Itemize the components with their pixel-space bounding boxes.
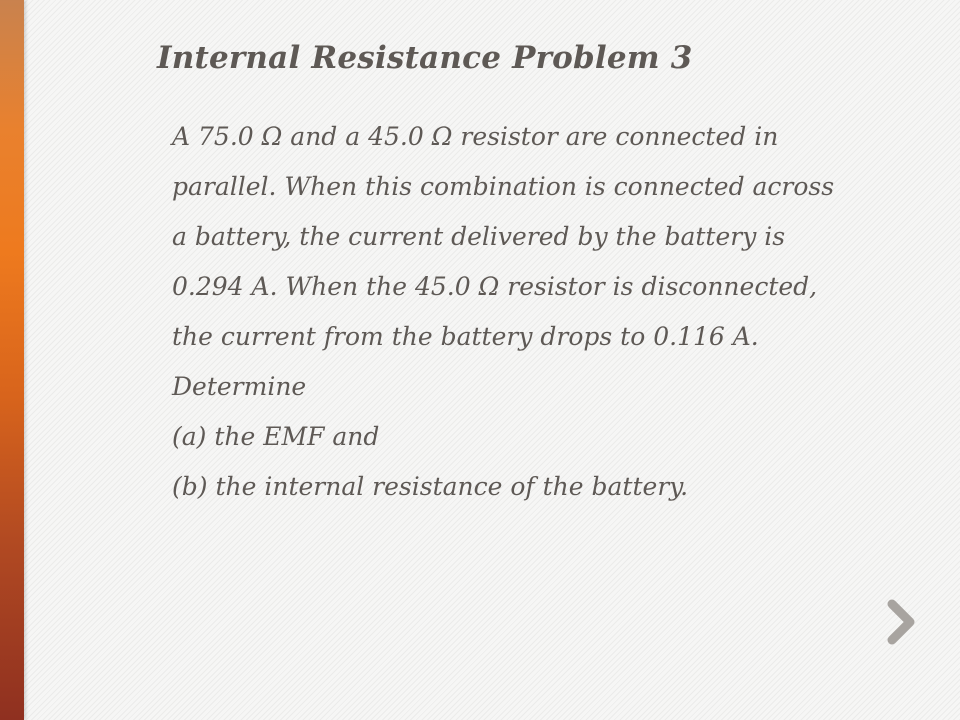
problem-line: (a) the EMF and bbox=[172, 422, 380, 451]
problem-line: 0.294 A. When the 45.0 Ω resistor is disconnected, bbox=[172, 272, 818, 301]
next-slide-button[interactable] bbox=[882, 592, 922, 652]
problem-line: parallel. When this combination is connected across bbox=[172, 172, 835, 201]
problem-text bbox=[172, 112, 942, 512]
problem-line: Determine bbox=[172, 372, 307, 401]
chevron-right-icon bbox=[882, 592, 922, 652]
problem-line: a battery, the current delivered by the battery is bbox=[172, 222, 786, 251]
problem-line: A 75.0 Ω and a 45.0 Ω resistor are connected in bbox=[172, 122, 779, 151]
problem-line: (b) the internal resistance of the battery. bbox=[172, 472, 689, 501]
problem-line: the current from the battery drops to 0.116 A. bbox=[172, 322, 759, 351]
accent-side-bar bbox=[0, 0, 24, 720]
slide-title: Internal Resistance Problem 3 bbox=[157, 40, 693, 76]
